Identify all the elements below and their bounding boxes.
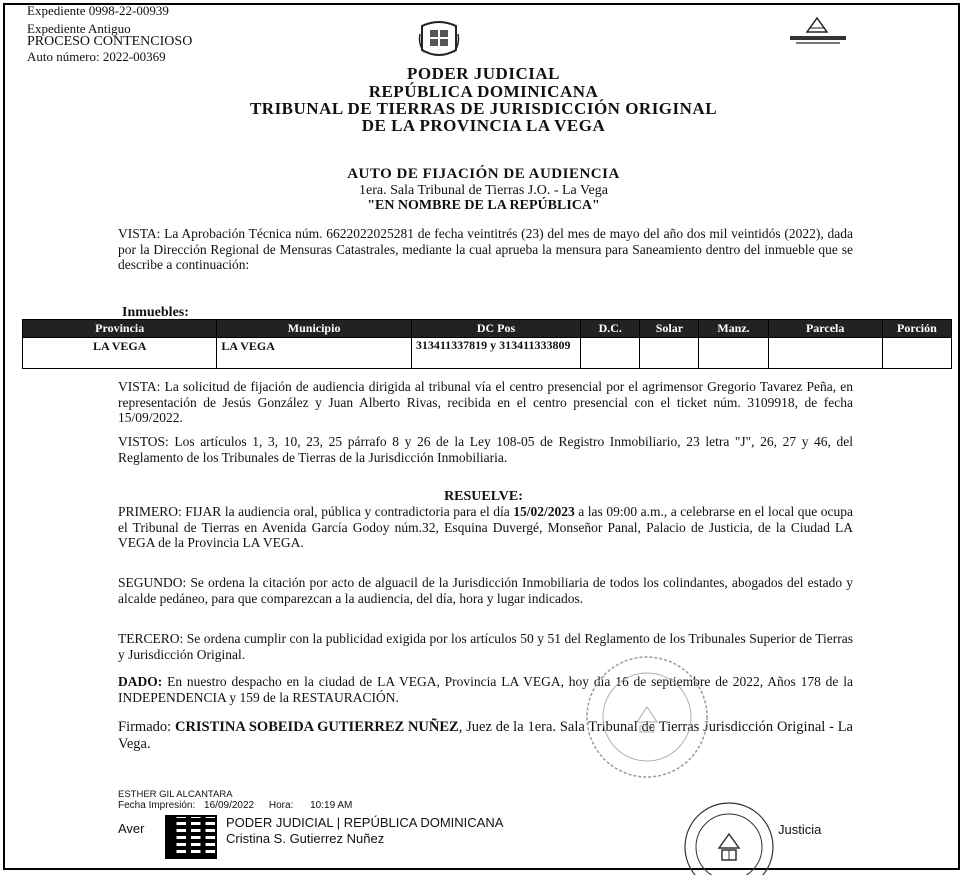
table-row — [23, 338, 952, 369]
vista-solicitud: VISTA: La solicitud de fijación de audiencia dirigida al tribunal vía el centro presencial por el agrimensor Gregorio Tavarez Peña, en representación de Jesús González y Juan Alberto Rivas, recibida en el centro presencial con el ticket núm. 3109918, de fecha 15/09/2022. — [118, 379, 853, 425]
firmado-paragraph — [118, 719, 853, 753]
fecha-impresion — [118, 800, 352, 811]
table-header-row — [23, 320, 952, 338]
expediente-antiguo: Expediente Antiguo — [27, 21, 131, 36]
dado-label: DADO: — [118, 674, 163, 689]
printed-by: ESTHER GIL ALCANTARA — [118, 789, 233, 800]
seal-stamp-icon — [582, 652, 712, 782]
auto-heading: AUTO DE FIJACIÓN DE AUDIENCIA — [347, 166, 620, 182]
expediente: Expediente 0998-22-00939 — [27, 3, 169, 18]
cell-parcela — [768, 338, 882, 369]
hora-value: 10:19 AM — [310, 800, 353, 811]
cell-municipio: LA VEGA — [217, 338, 411, 369]
col-municipio: Municipio — [217, 320, 411, 338]
cell-manz — [699, 338, 768, 369]
primero-text-end: a las 09:00 a.m., a celebrarse en el local que ocupa el Tribunal de Tierras en Avenida García Godoy núm.32, Esquina Duvergé, Monseñor Panal, Palacio de Justicia, de la Ciudad LA VEGA de la Provincia LA VEGA. — [118, 504, 853, 550]
segundo-paragraph: SEGUNDO: Se ordena la citación por acto de alguacil de la Jurisdicción Inmobiliaria de todos los colindantes, abogados del estado y alcalde pedáneo, para que comparezcan a la audiencia, del día, hora y lugar indicados. — [118, 575, 853, 606]
judge-role: , Juez de la 1era. Sala Tribunal de Tierras Jurisdicción Original - La Vega. — [118, 719, 853, 752]
col-dc-pos: DC Pos — [411, 320, 580, 338]
cell-porcion — [882, 338, 951, 369]
hora-label: Hora: — [268, 800, 294, 811]
auto-numero: Auto número: 2022-00369 — [27, 49, 166, 64]
primero-date: 15/02/2023 — [513, 504, 575, 519]
title-provincia: DE LA PROVINCIA LA VEGA — [361, 116, 606, 135]
cell-dc-pos: 313411337819 y 313411333809 — [411, 338, 580, 369]
primero-text-start: PRIMERO: FIJAR la audiencia oral, pública y contradictoria para el día — [118, 504, 514, 519]
fecha-value: 16/09/2022 — [204, 800, 255, 811]
col-manz: Manz. — [699, 320, 768, 338]
dado-text: En nuestro despacho en la ciudad de LA VEGA, Provincia LA VEGA, hoy día 16 de septiembre de 2022, Años 178 de la INDEPENDENCIA y 159 de la RESTAURACIÓN. — [118, 674, 853, 705]
cell-solar — [640, 338, 699, 369]
firmado-label: Firmado: — [118, 719, 175, 735]
resuelve-heading: RESUELVE: — [444, 489, 523, 504]
inmuebles-label: Inmuebles: — [122, 305, 189, 320]
qr-line-1: PODER JUDICIAL | REPÚBLICA DOMINICANA — [226, 815, 504, 830]
title-republica: REPÚBLICA DOMINICANA — [368, 82, 599, 101]
inmuebles-table — [22, 319, 952, 369]
sala-label: 1era. Sala Tribunal de Tierras J.O. - La Vega — [359, 183, 608, 198]
en-nombre-label: "EN NOMBRE DE LA REPÚBLICA" — [367, 198, 600, 213]
col-provincia: Provincia — [23, 320, 217, 338]
title-poder-judicial: PODER JUDICIAL — [407, 64, 560, 83]
fecha-label: Fecha Impresión: — [118, 800, 196, 811]
justicia-label: Justicia — [778, 822, 822, 837]
tercero-paragraph: TERCERO: Se ordena cumplir con la publicidad exigida por los artículos 50 y 51 del Reglamento de los Tribunales Superior de Tierras y Jurisdicción Original. — [118, 631, 853, 662]
coat-of-arms-icon — [418, 20, 460, 58]
title-tribunal: TRIBUNAL DE TIERRAS DE JURISDICCIÓN ORIGINAL — [249, 99, 718, 118]
vistos-articulos: VISTOS: Los artículos 1, 3, 10, 23, 25 párrafo 8 y 26 de la Ley 108-05 de Registro Inmobiliario, 23 letra "J", 26, 27 y 46, del Reglamento de los Tribunales de Tierras de la Jurisdicción Inmobiliaria. — [118, 434, 853, 465]
aver-label: Aver — [118, 821, 145, 836]
republica-seal-icon — [682, 800, 777, 875]
col-solar: Solar — [640, 320, 699, 338]
proceso-label: PROCESO CONTENCIOSO — [27, 34, 193, 49]
cell-provincia: LA VEGA — [23, 338, 217, 369]
dado-paragraph — [118, 674, 853, 705]
qr-code-icon — [165, 815, 217, 859]
primero-paragraph — [118, 504, 853, 551]
vista-aprobacion: VISTA: La Aprobación Técnica núm. 6622022025281 de fecha veintitrés (23) del mes de mayo del año dos mil veintidós (2022), dada por la Dirección Regional de Mensuras Catastrales, mediante la cual aprueba la mensura para Saneamiento dentro del inmueble que se describe a continuación: — [118, 226, 853, 272]
judge-name: CRISTINA SOBEIDA GUTIERREZ NUÑEZ — [174, 719, 459, 735]
col-parcela: Parcela — [768, 320, 882, 338]
col-porcion: Porción — [882, 320, 951, 338]
cell-dc — [581, 338, 640, 369]
col-dc: D.C. — [581, 320, 640, 338]
qr-line-2: Cristina S. Gutierrez Nuñez — [226, 831, 385, 846]
judicial-logo-icon — [782, 14, 852, 50]
